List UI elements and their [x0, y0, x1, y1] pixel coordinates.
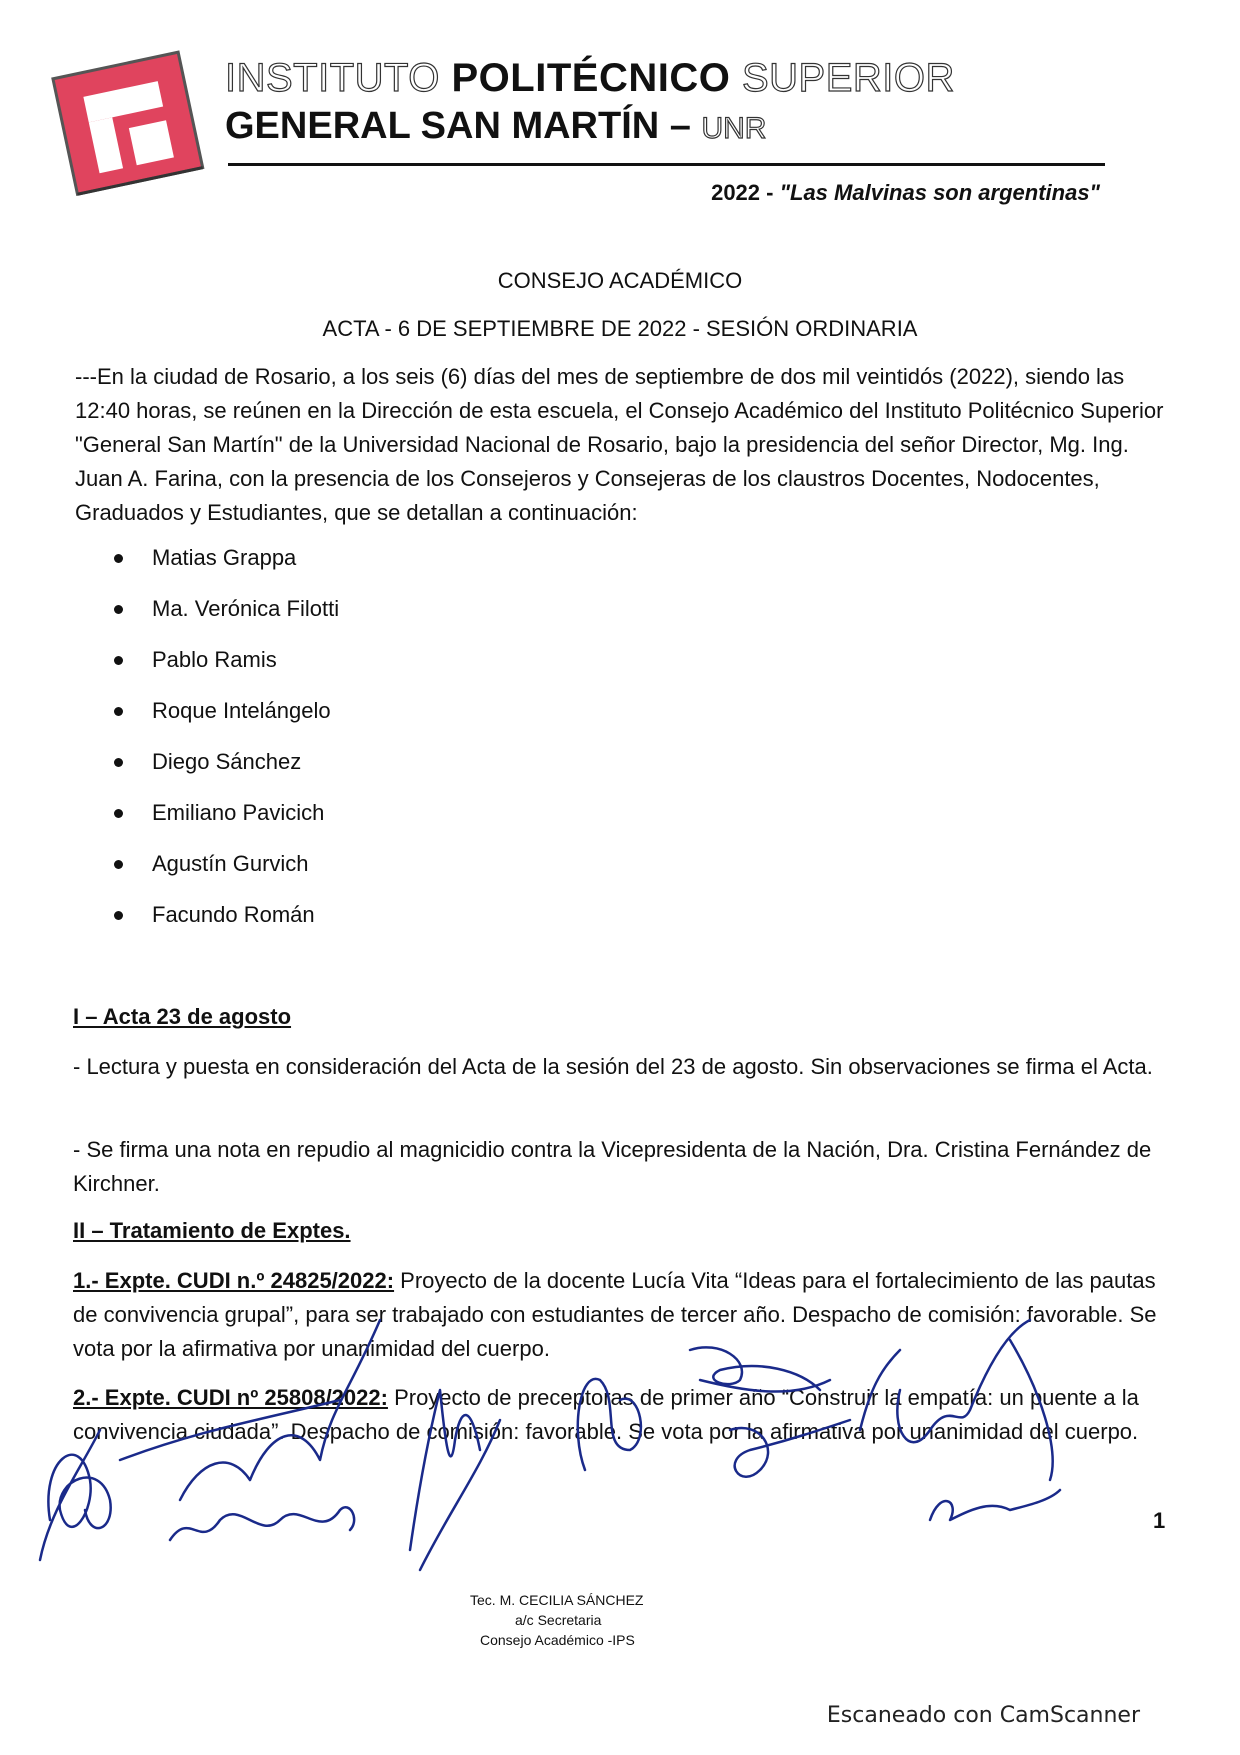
signature-2	[120, 1320, 380, 1540]
page-number: 1	[1153, 1508, 1166, 1533]
list-item	[110, 596, 339, 647]
list-item	[110, 749, 339, 800]
stamp-role: a/c Secretaria	[515, 1612, 602, 1628]
signature-1	[40, 1430, 111, 1560]
list-item	[110, 647, 339, 698]
intro-paragraph: ---En la ciudad de Rosario, a los seis (6) días del mes de septiembre de dos mil veintidós (2022), siendo las 12:40 horas, se reúnen en la Dirección de esta escuela, el Consejo Académico del Instituto Politécnico Superior "General San Martín" de la Universidad Nacional de Rosario, bajo la presidencia del señor Director, Mg. Ing. Juan A. Farina, con la presencia de los Consejeros y Consejeras de los claustros Docentes, Nodocentes, Graduados y Estudiantes, que se detallan a continuación:	[75, 364, 1164, 525]
institution-word-instituto: INSTITUTO	[225, 56, 440, 100]
attendee-name: Roque Intelángelo	[152, 698, 331, 723]
section-1-heading: I – Acta 23 de agosto	[73, 1004, 292, 1029]
bullet-icon	[114, 809, 123, 818]
signatures-area	[0, 1310, 1240, 1710]
list-item	[110, 545, 339, 596]
attendee-name: Emiliano Pavicich	[152, 800, 325, 825]
signature-5	[897, 1320, 1060, 1520]
stamp-name: Tec. M. CECILIA SÁNCHEZ	[470, 1592, 644, 1608]
stamp-org: Consejo Académico -IPS	[480, 1632, 635, 1648]
bullet-icon	[114, 656, 123, 665]
list-item	[110, 902, 339, 953]
list-item	[110, 800, 339, 851]
bullet-icon	[114, 911, 123, 920]
section-2-heading: II – Tratamiento de Exptes.	[73, 1218, 351, 1243]
motto-text: "Las Malvinas son argentinas"	[779, 180, 1100, 205]
header-divider	[228, 163, 1105, 166]
institution-name-line-1	[225, 56, 955, 101]
camscanner-footer: Escaneado con CamScanner	[826, 1703, 1140, 1728]
institution-dash: –	[669, 105, 691, 147]
year-motto	[711, 180, 1100, 206]
attendee-name: Pablo Ramis	[152, 647, 277, 672]
signature-4	[690, 1347, 900, 1476]
ips-logo-icon	[50, 48, 208, 200]
attendee-name: Agustín Gurvich	[152, 851, 309, 876]
attendee-name: Matias Grappa	[152, 545, 297, 570]
motto-year: 2022 -	[711, 180, 780, 205]
bullet-icon	[114, 707, 123, 716]
bullet-icon	[114, 554, 123, 563]
section-1-paragraph-2: - Se firma una nota en repudio al magnicidio contra la Vicepresidenta de la Nación, Dra. Cristina Fernández de Kirchner.	[73, 1137, 1152, 1196]
acta-title: ACTA - 6 DE SEPTIEMBRE DE 2022 - SESIÓN ORDINARIA	[322, 316, 918, 341]
expediente-text: Proyecto de la docente Lucía Vita “Ideas para el fortalecimiento de las pautas de convivencia grupal”, para ser trabajado con estudiantes de tercer año. Despacho de comisión: favorable. Se vota por la afirmativa por unanimidad del cuerpo.	[73, 1268, 1157, 1361]
bullet-icon	[114, 758, 123, 767]
institution-word-politecnico: POLITÉCNICO	[451, 56, 731, 100]
secretary-stamp	[470, 1590, 643, 1650]
list-item	[110, 851, 339, 902]
list-item	[110, 698, 339, 749]
attendees-list	[110, 545, 339, 953]
institution-word-superior: SUPERIOR	[741, 56, 955, 100]
institution-name-general-san-martin: GENERAL SAN MARTÍN	[225, 105, 660, 147]
bullet-icon	[114, 860, 123, 869]
bullet-icon	[114, 605, 123, 614]
institution-name-line-2	[225, 105, 766, 148]
expediente-ref: 2.- Expte. CUDI nº 25808/2022:	[73, 1385, 388, 1410]
council-title: CONSEJO ACADÉMICO	[497, 268, 743, 293]
attendee-name: Ma. Verónica Filotti	[152, 596, 340, 621]
signature-3	[410, 1379, 641, 1570]
attendee-name: Diego Sánchez	[152, 749, 302, 774]
expediente-text: Proyecto de preceptoras de primer año “Construir la empatía: un puente a la convivencia ciudada”. Despacho de comisión: favorable. Se vota por la afirmativa por unanimidad del cuerpo.	[73, 1385, 1139, 1444]
institution-word-unr: UNR	[701, 112, 767, 145]
expediente-ref: 1.- Expte. CUDI n.º 24825/2022:	[73, 1268, 395, 1293]
attendee-name: Facundo Román	[152, 902, 315, 927]
section-1-paragraph-1: - Lectura y puesta en consideración del Acta de la sesión del 23 de agosto. Sin observaciones se firma el Acta.	[73, 1054, 1153, 1079]
